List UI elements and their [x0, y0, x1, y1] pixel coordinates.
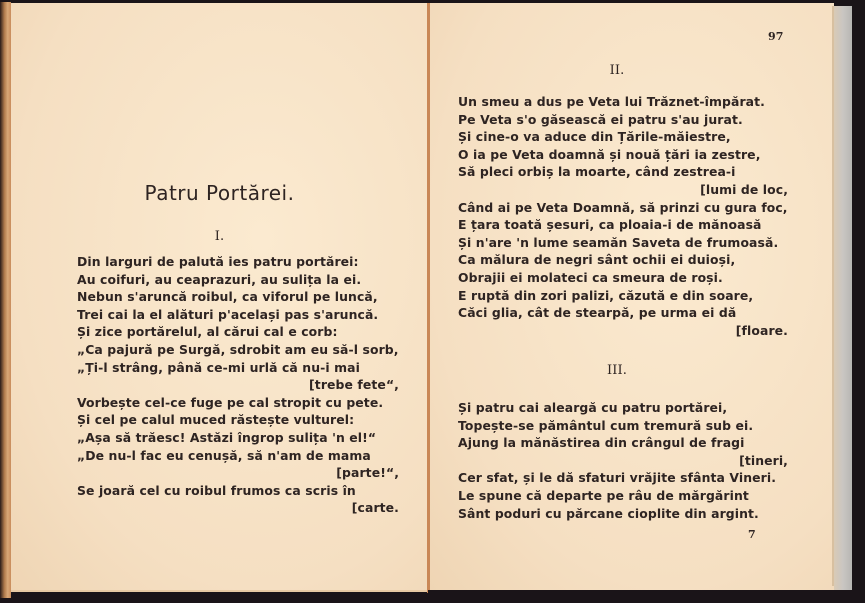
verse-line: Ajung la mănăstirea din crângul de fragi	[458, 435, 745, 451]
verse-line: Ca mălura de negri sânt ochii ei duioși,	[458, 252, 736, 268]
verse-line: Se joară cel cu roibul frumos ca scris în	[77, 482, 356, 498]
verse-line: E țara toată șesuri, ca ploaia-i de mănoasă	[458, 217, 762, 233]
verse-line: E ruptă din zori palizi, căzută e din soare,	[458, 287, 754, 303]
left-page	[11, 3, 428, 592]
verse-line: Pe Veta s'o găsească ei patru s'au jurat.	[458, 111, 743, 127]
bottom-shadow	[428, 590, 865, 603]
verse-line: Obrajii ei molateci ca smeura de roși.	[458, 270, 723, 285]
section-number-1: I.	[214, 229, 225, 244]
section-number-2: II.	[609, 63, 625, 78]
verse-line: [parte!“,	[336, 465, 399, 481]
verse-line: Și cine-o va aduce din Țările-măiestre,	[458, 129, 731, 145]
verse-line: Au coifuri, au ceaprazuri, au sulița la ei.	[77, 271, 362, 287]
verse-line: „De nu-l fac eu cenușă, să n'am de mama	[77, 447, 371, 463]
verse-line: Cer sfat, și le dă sfaturi vrăjite sfânta Vineri.	[458, 470, 777, 486]
verse-line: Când ai pe Veta Doamnă, să prinzi cu gura foc,	[458, 199, 788, 215]
verse-line: [floare.	[735, 322, 788, 338]
verse-line: Și zice portărelul, al cărui cal e corb:	[77, 324, 338, 340]
page-number: 97	[768, 30, 784, 43]
verse-line: Un smeu a dus pe Veta lui Trăznet-împărat.	[458, 94, 765, 109]
verse-line: Căci glia, cât de stearpă, pe urma ei dă	[458, 305, 737, 321]
verse-line: [lumi de loc,	[700, 182, 788, 197]
verse-line: „Așa să trăesc! Astăzi îngrop sulița 'n el!“	[77, 430, 377, 445]
section-number-3: III.	[607, 363, 627, 378]
verse-line: [tineri,	[739, 452, 788, 468]
verse-line: Și n'are 'n lume seamăn Saveta de frumoasă.	[458, 234, 779, 250]
verse-line: „Ca pajură pe Surgă, sdrobit am eu să-l sorb,	[77, 342, 399, 357]
verse-line: „Ți-l strâng, până ce-mi urlă că nu-i mai	[77, 359, 360, 375]
verse-line: Din larguri de palută ies patru portărei:	[77, 254, 359, 269]
verse-line: Și patru cai aleargă cu patru portărei,	[458, 400, 728, 415]
verse-line: [trebe fete“,	[309, 377, 399, 393]
verse-line: Trei cai la el alături p'același pas s'aruncă.	[77, 306, 379, 322]
verse-line: Le spune că departe pe râu de mărgărint	[458, 488, 749, 503]
verse-line: Sânt poduri cu părcane cioplite din argint.	[458, 505, 759, 521]
verse-line: Vorbește cel-ce fuge pe cal stropit cu pete.	[77, 394, 384, 410]
verse-line: Nebun s'aruncă roibul, ca viforul pe luncă,	[77, 289, 378, 305]
verse-line: Topește-se pământul cum tremură sub ei.	[458, 417, 754, 433]
signature-mark: 7	[748, 528, 756, 541]
poem-title: Patru Portărei.	[144, 181, 295, 205]
right-page-edge	[834, 6, 852, 592]
left-page-edge	[0, 2, 11, 598]
verse-line: Și cel pe calul muced răstește vulturel:	[77, 412, 355, 428]
right-page	[430, 3, 834, 590]
verse-line: O ia pe Veta doamnă și nouă țări ia zestre,	[458, 146, 761, 162]
verse-line: Să pleci orbiș la moarte, când zestrea-i	[458, 164, 736, 180]
verse-line: [carte.	[351, 500, 399, 516]
